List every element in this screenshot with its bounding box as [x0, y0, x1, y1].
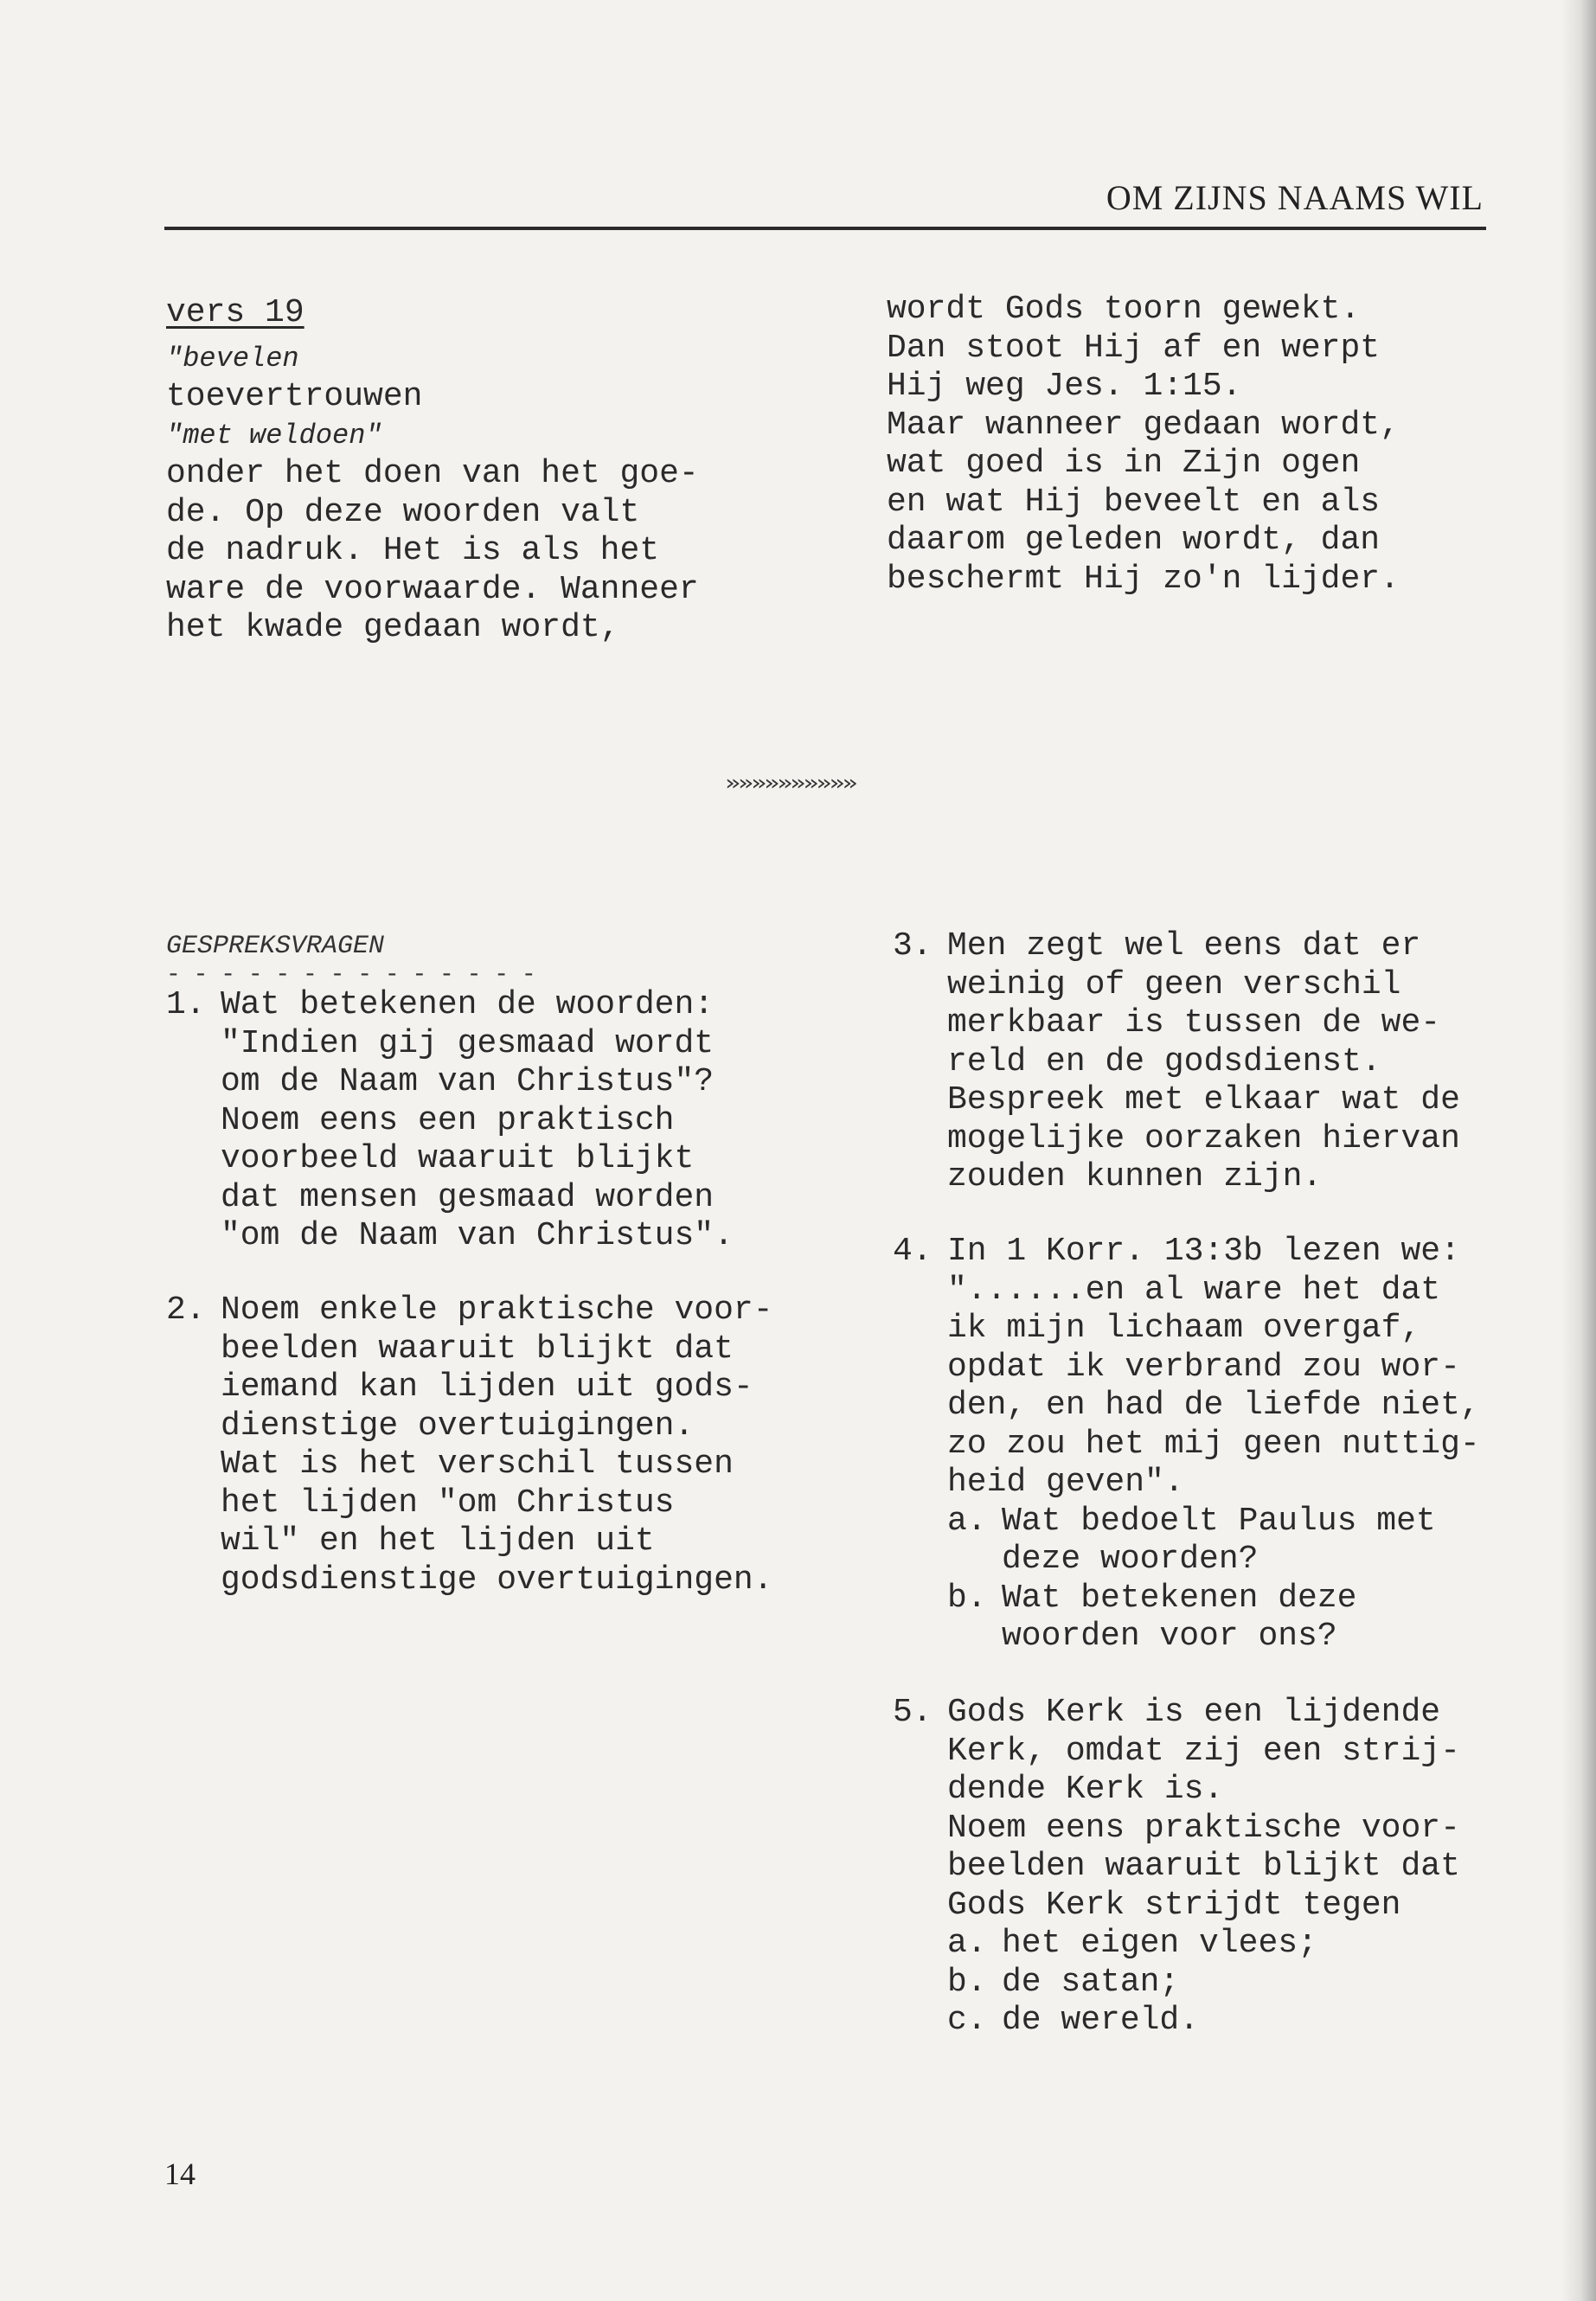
commentary-line: Hij weg Jes. 1:15.: [887, 368, 1242, 405]
sub-question-label: b.: [947, 1579, 987, 1617]
question-number: 4.: [893, 1233, 933, 1270]
question-line: Kerk, omdat zij een strij-: [947, 1732, 1460, 1770]
question-line: beelden waaruit blijkt dat: [947, 1848, 1460, 1885]
commentary-line: de nadruk. Het is als het: [166, 532, 660, 569]
commentary-line: de. Op deze woorden valt: [166, 493, 640, 531]
verse-label: vers 19: [166, 294, 304, 331]
commentary-line: en wat Hij beveelt en als: [887, 483, 1381, 521]
question-line: opdat ik verbrand zou wor-: [947, 1348, 1460, 1386]
question-line: Noem eens praktische voor-: [947, 1809, 1460, 1847]
sub-question-line: woorden voor ons?: [1002, 1618, 1337, 1655]
question-line: Bespreek met elkaar wat de: [947, 1081, 1460, 1118]
sub-question-line: de wereld.: [1002, 2002, 1200, 2039]
question-line: Wat is het verschil tussen: [221, 1445, 734, 1483]
question-line: dat mensen gesmaad worden: [221, 1178, 715, 1216]
question-number: 2.: [166, 1292, 206, 1329]
commentary-line: Dan stoot Hij af en werpt: [887, 329, 1381, 367]
question-line: dende Kerk is.: [947, 1771, 1224, 1808]
question-line: heid geven".: [947, 1464, 1184, 1501]
page-number: 14: [164, 2157, 195, 2191]
sub-question-line: Wat betekenen deze: [1002, 1579, 1357, 1617]
question-line: Noem eens een praktisch: [221, 1101, 675, 1139]
commentary-line: daarom geleden wordt, dan: [887, 522, 1381, 559]
commentary-line: wat goed is in Zijn ogen: [887, 445, 1361, 482]
question-line: In 1 Korr. 13:3b lezen we:: [947, 1233, 1460, 1270]
sub-question-a: [947, 1925, 1460, 1964]
commentary-line: onder het doen van het goe-: [166, 455, 699, 492]
question-line: om de Naam van Christus"?: [221, 1063, 715, 1100]
question-line: dienstige overtuigingen.: [221, 1407, 695, 1445]
question-line: Wat betekenen de woorden:: [221, 986, 715, 1023]
sub-question-line: de satan;: [1002, 1963, 1180, 2001]
sub-question-label: a.: [947, 1502, 987, 1540]
question-line: "......en al ware het dat: [947, 1271, 1441, 1309]
question-line: Noem enkele praktische voor-: [221, 1292, 773, 1329]
sub-question-c: [947, 2002, 1460, 2041]
question-line: beelden waaruit blijkt dat: [221, 1330, 734, 1368]
sub-question-label: a.: [947, 1925, 987, 1962]
question-line: mogelijke oorzaken hiervan: [947, 1119, 1460, 1157]
question-line: merkbaar is tussen de we-: [947, 1004, 1441, 1042]
question-line: Men zegt wel eens dat er: [947, 927, 1421, 965]
term-meaning: toevertrouwen: [166, 378, 423, 415]
sub-question-a: [947, 1503, 1480, 1580]
sub-question-label: b.: [947, 1963, 987, 2001]
commentary-left-column: [166, 294, 699, 648]
term-met-weldoen: "met weldoen": [166, 419, 382, 452]
question-line: reld en de godsdienst.: [947, 1042, 1381, 1080]
ornamental-divider: »»»»»»»»»»: [725, 771, 856, 796]
question-line: weinig of geen verschil: [947, 965, 1401, 1003]
question-line: den, en had de liefde niet,: [947, 1387, 1480, 1424]
sub-question-b: [947, 1580, 1480, 1657]
page-edge-shadow: [1561, 0, 1596, 2301]
section-title-underline: - - - - - - - - - - - - - -: [166, 962, 535, 989]
question-line: zo zou het mij geen nuttig-: [947, 1425, 1480, 1463]
sub-question-line: het eigen vlees;: [1002, 1925, 1317, 1962]
term-bevelen: "bevelen: [166, 342, 299, 375]
question-line: iemand kan lijden uit gods-: [221, 1368, 753, 1406]
question-line: het lijden "om Christus: [221, 1484, 675, 1522]
question-line: zouden kunnen zijn.: [947, 1158, 1323, 1195]
commentary-line: ware de voorwaarde. Wanneer: [166, 570, 699, 608]
section-title: GESPREKSVRAGEN: [166, 932, 385, 961]
commentary-line: het kwade gedaan wordt,: [166, 609, 620, 646]
question-line: "Indien gij gesmaad wordt: [221, 1024, 715, 1062]
running-header: OM ZIJNS NAAMS WIL: [1106, 178, 1484, 217]
question-line: ik mijn lichaam overgaf,: [947, 1310, 1421, 1347]
question-line: voorbeeld waaruit blijkt: [221, 1140, 695, 1177]
commentary-line: wordt Gods toorn gewekt.: [887, 291, 1361, 328]
sub-question-b: [947, 1964, 1460, 2003]
question-number: 5.: [893, 1694, 933, 1731]
sub-question-label: c.: [947, 2002, 987, 2039]
header-rule: [164, 227, 1486, 230]
question-number: 3.: [893, 927, 933, 965]
question-line: Gods Kerk strijdt tegen: [947, 1886, 1401, 1924]
question-line: "om de Naam van Christus".: [221, 1217, 734, 1254]
commentary-line: beschermt Hij zo'n lijder.: [887, 560, 1400, 598]
question-line: godsdienstige overtuigingen.: [221, 1561, 773, 1599]
question-line: Gods Kerk is een lijdende: [947, 1694, 1441, 1731]
commentary-line: Maar wanneer gedaan wordt,: [887, 406, 1400, 444]
question-line: wil" en het lijden uit: [221, 1522, 655, 1560]
sub-question-line: Wat bedoelt Paulus met: [1002, 1502, 1436, 1540]
question-number: 1.: [166, 986, 206, 1023]
sub-question-line: deze woorden?: [1002, 1541, 1259, 1578]
commentary-right-column: [887, 291, 1400, 599]
